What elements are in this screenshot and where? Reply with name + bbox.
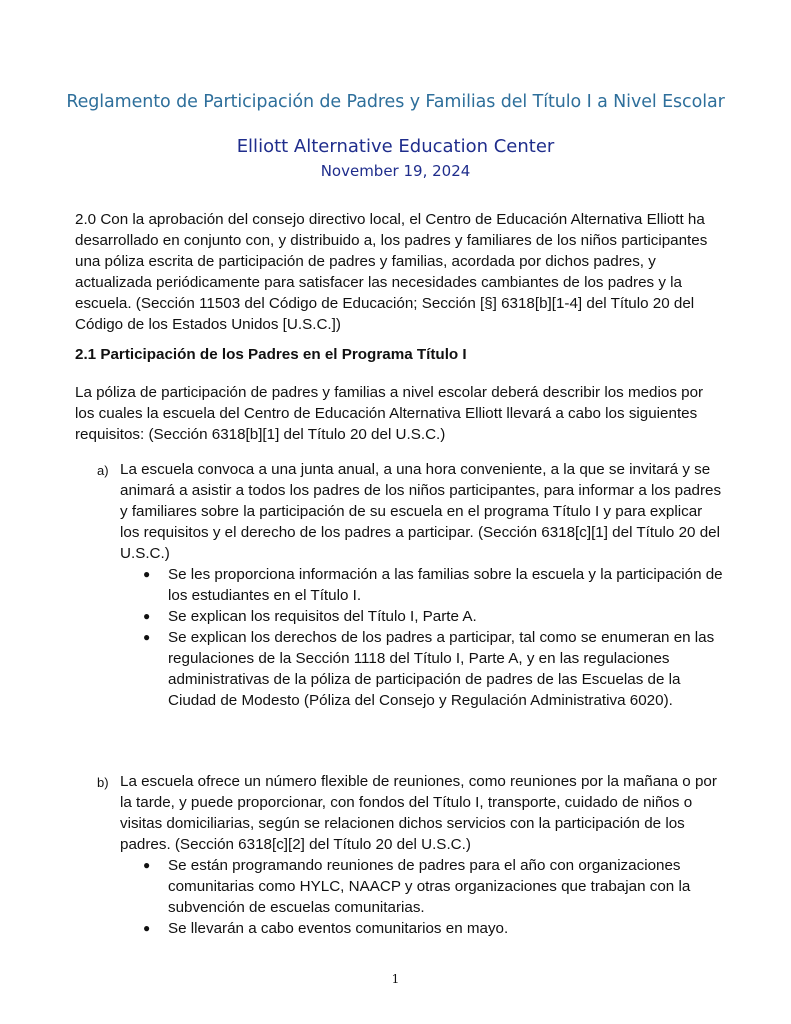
document-date: November 19, 2024 [320, 162, 471, 180]
bullet-icon: ● [143, 609, 151, 623]
bullet-icon: ● [143, 567, 151, 581]
bullet-icon: ● [143, 921, 151, 935]
bullet-icon: ● [143, 630, 151, 644]
page-number: 1 [391, 972, 400, 986]
bullet-item: ● Se explican los derechos de los padres a participar, tal como se enumeran en las regulaciones de la Sección 1118 del Título I, Parte A, y en las regulaciones administrativas de la póliza de participación de padres de las Escuelas de la Ciudad de Modesto (Póliza del Consejo y Regulación Administrativa 6020). [143, 629, 715, 709]
bullet-list [120, 564, 725, 711]
bullet-item: ● Se explican los requisitos del Título I, Parte A. [143, 608, 477, 625]
list-item-a [75, 459, 725, 711]
bullet-list [120, 855, 725, 939]
list-item-b [75, 771, 725, 939]
list-marker: a) [97, 463, 109, 478]
list-marker: b) [97, 775, 109, 790]
bullet-item: ● Se están programando reuniones de padres para el año con organizaciones comunitarias como HYLC, NAACP y otras organizaciones que trabajan con la subvención de escuelas comunitarias. [143, 857, 691, 916]
bullet-item: ● Se llevarán a cabo eventos comunitarios en mayo. [143, 920, 509, 937]
list-item-text: La escuela ofrece un número flexible de reuniones, como reuniones por la mañana o por la tarde, y puede proporcionar, con fondos del Título I, transporte, cuidado de niños o visitas domiciliarias, según se relacionen dichos servicios con la participación de los padres. (Sección 6318[c][2] del Título 20 del U.S.C.) [120, 773, 717, 853]
bullet-icon: ● [143, 858, 151, 872]
bullet-item: ● Se les proporciona información a las familias sobre la escuela y la participación de los estudiantes en el Título I. [143, 566, 723, 604]
section-paragraph: La póliza de participación de padres y familias a nivel escolar deberá describir los medios por los cuales la escuela del Centro de Educación Alternativa Elliott llevará a cabo los siguientes requisitos: (Sección 6318[b][1] del Título 20 del U.S.C.) [75, 384, 704, 443]
section-heading: 2.1 Participación de los Padres en el Programa Título I [75, 346, 467, 363]
document-title: Reglamento de Participación de Padres y Familias del Título I a Nivel Escolar [66, 92, 725, 112]
intro-paragraph: 2.0 Con la aprobación del consejo directivo local, el Centro de Educación Alternativa Elliott ha desarrollado en conjunto con, y distribuido a, los padres y familiares de los niños participantes una póliza escrita de participación de padres y familias, acordada por dichos padres, y actualizada periódicamente para satisfacer las necesidades cambiantes de los padres y la escuela. (Sección 11503 del Código de Educación; Sección [§] 6318[b][1-4] del Título 20 del Código de los Estados Unidos [U.S.C.]) [75, 211, 708, 333]
school-name: Elliott Alternative Education Center [236, 136, 555, 157]
list-item-text: La escuela convoca a una junta anual, a una hora conveniente, a la que se invitará y se animará a asistir a todos los padres de los niños participantes, para informar a los padres y familiares sobre la participación de su escuela en el programa Título I y para explicar los requisitos y el derecho de los padres a participar. (Sección 6318[c][1] del Título 20 del U.S.C.) [120, 461, 722, 562]
